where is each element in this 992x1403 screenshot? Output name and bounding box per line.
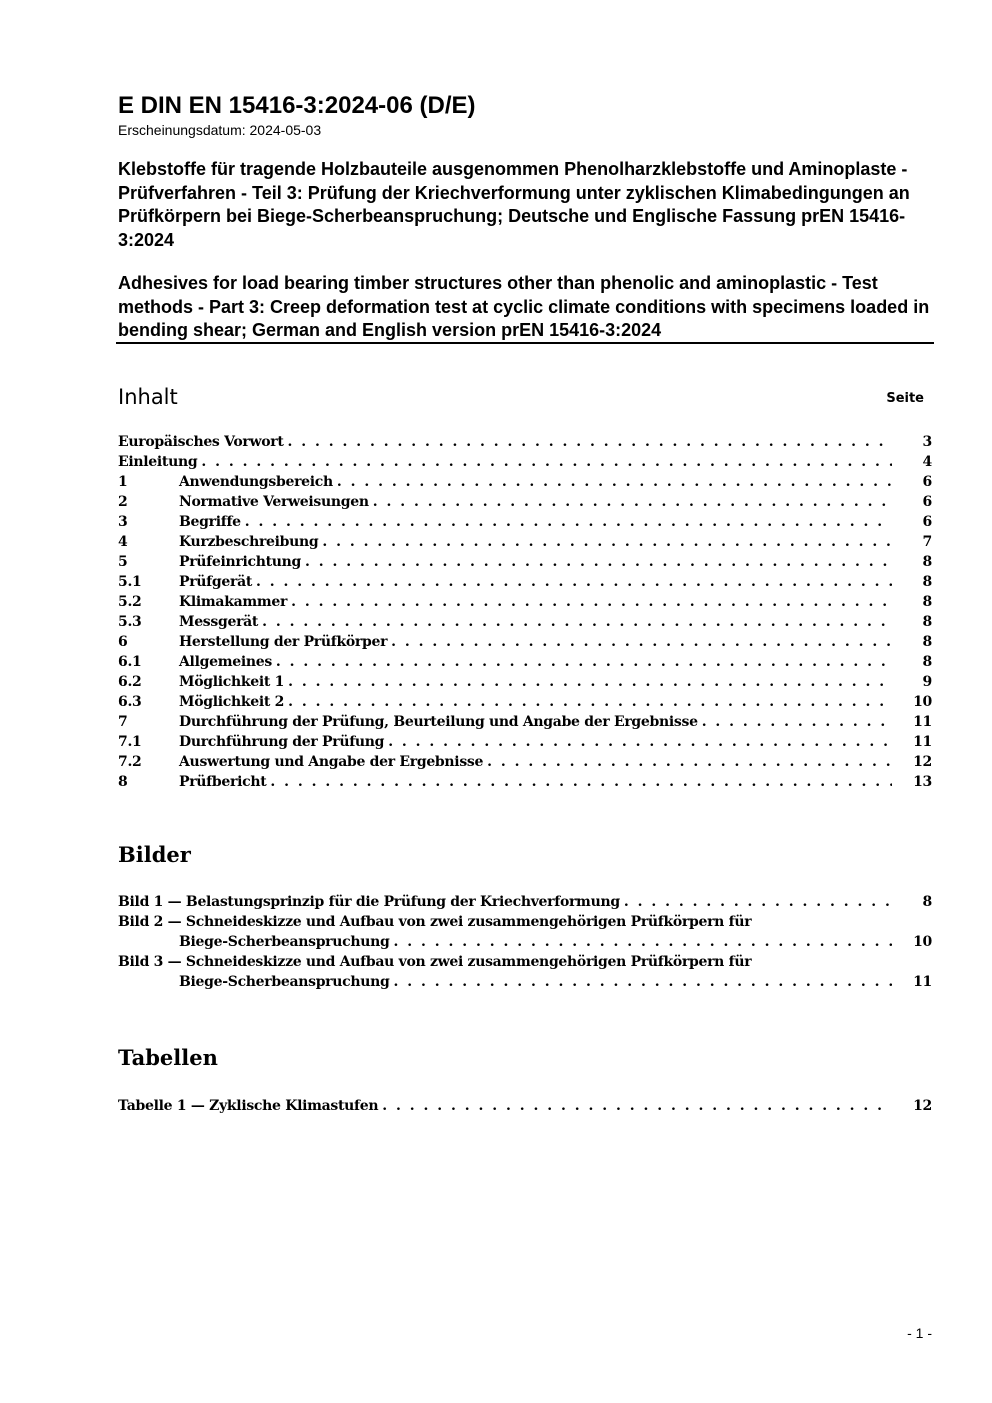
toc-entry[interactable]	[118, 632, 932, 652]
dot-leader	[256, 572, 892, 592]
toc-entry-page: 3	[922, 434, 932, 450]
dot-leader	[391, 632, 892, 652]
toc-entry-title: Begriffe	[179, 514, 241, 530]
toc-entry-page: 11	[913, 714, 932, 730]
toc-entry-number: 7.2	[118, 754, 142, 770]
tables-heading: Tabellen	[118, 1045, 218, 1070]
toc-entry-number: 7	[118, 714, 128, 730]
toc-entry[interactable]	[118, 492, 932, 512]
figure-entry-title: Bild 1 — Belastungsprinzip für die Prüfung der Kriechverformung	[118, 894, 620, 910]
toc-entry[interactable]	[118, 472, 932, 492]
dot-leader	[305, 552, 892, 572]
toc-entry-page: 8	[922, 594, 932, 610]
dot-leader	[702, 712, 892, 732]
toc-entry-page: 8	[922, 614, 932, 630]
dot-leader	[245, 512, 892, 532]
toc-entry[interactable]	[118, 652, 932, 672]
toc-entry-number: 3	[118, 514, 128, 530]
toc-entry-title: Durchführung der Prüfung	[179, 734, 385, 750]
toc-entry-number: 5.3	[118, 614, 142, 630]
toc-entry-page: 12	[913, 754, 932, 770]
dot-leader	[388, 732, 892, 752]
toc-entry[interactable]	[118, 512, 932, 532]
toc-entry-page: 10	[913, 694, 932, 710]
toc-entry-number: 5.2	[118, 594, 142, 610]
toc-entry-number: 5.1	[118, 574, 142, 590]
toc-entry-title: Europäisches Vorwort	[118, 434, 284, 450]
dot-leader	[201, 452, 892, 472]
toc-entry-number: 6.3	[118, 694, 142, 710]
table-entry[interactable]	[118, 1096, 932, 1116]
toc-entry-title: Auswertung und Angabe der Ergebnisse	[179, 754, 484, 770]
toc-entry-page: 6	[922, 474, 932, 490]
toc-entry[interactable]	[118, 772, 932, 792]
toc-entry-title: Messgerät	[179, 614, 259, 630]
toc-entry[interactable]	[118, 672, 932, 692]
dot-leader	[270, 772, 892, 792]
toc-entry-number: 5	[118, 554, 128, 570]
toc-entry-number: 6.2	[118, 674, 142, 690]
title-underline	[116, 342, 934, 344]
toc-entry[interactable]	[118, 552, 932, 572]
dot-leader	[291, 592, 892, 612]
toc-entry-page: 4	[922, 454, 932, 470]
toc-entry[interactable]	[118, 732, 932, 752]
toc-entry-page: 11	[913, 734, 932, 750]
dot-leader	[382, 1096, 892, 1116]
toc-entry-title: Möglichkeit 2	[179, 694, 285, 710]
figure-entry-continuation: Biege-Scherbeanspruchung	[179, 934, 390, 950]
toc-entry[interactable]	[118, 572, 932, 592]
figure-entry-page: 11	[913, 974, 932, 990]
toc-entry[interactable]	[118, 692, 932, 712]
contents-heading: Inhalt	[118, 385, 178, 409]
toc-entry-number: 7.1	[118, 734, 142, 750]
document-designation: E DIN EN 15416-3:2024-06 (D/E)	[118, 92, 476, 119]
publication-date: Erscheinungsdatum: 2024-05-03	[118, 122, 322, 138]
table-entry-title: Tabelle 1 — Zyklische Klimastufen	[118, 1098, 379, 1114]
dot-leader	[288, 432, 892, 452]
toc-entry-title: Prüfgerät	[179, 574, 253, 590]
dot-leader	[487, 752, 892, 772]
toc-entry[interactable]	[118, 532, 932, 552]
figure-entry[interactable]	[118, 932, 932, 952]
toc-entry-page: 7	[922, 534, 932, 550]
toc-entry-title: Allgemeines	[179, 654, 272, 670]
figure-entry[interactable]	[118, 892, 932, 912]
dot-leader	[624, 892, 892, 912]
toc-entry-title: Herstellung der Prüfkörper	[179, 634, 388, 650]
toc-entry-number: 4	[118, 534, 128, 550]
figure-entry-continuation: Biege-Scherbeanspruchung	[179, 974, 390, 990]
toc-entry-number: 8	[118, 774, 128, 790]
dot-leader	[288, 672, 892, 692]
title-german: Klebstoffe für tragende Holzbauteile ausgenommen Phenolharzklebstoffe und Aminoplaste - Prüfverfahren - Teil 3: Prüfung der Kriechverformung unter zyklischen Klimabedingungen an Prüfkörpern bei Biege-Scherbeanspruchung; Deutsche und Englische Fassung prEN 15416-3:2024	[118, 159, 910, 250]
page-column-label: Seite	[886, 391, 924, 406]
toc-entry-title: Durchführung der Prüfung, Beurteilung und Angabe der Ergebnisse	[179, 714, 698, 730]
title-block	[118, 158, 934, 340]
toc-entry-number: 6	[118, 634, 128, 650]
toc-entry-title: Normative Verweisungen	[179, 494, 369, 510]
toc-entry[interactable]	[118, 612, 932, 632]
table-of-contents	[118, 432, 932, 792]
toc-entry-title: Einleitung	[118, 454, 198, 470]
dot-leader	[288, 692, 892, 712]
figure-entry-line[interactable]: Bild 2 — Schneideskizze und Aufbau von zwei zusammengehörigen Prüfkörpern für	[118, 914, 752, 930]
dot-leader	[322, 532, 892, 552]
toc-entry-title: Möglichkeit 1	[179, 674, 285, 690]
title-english: Adhesives for load bearing timber structures other than phenolic and aminoplastic - Test methods - Part 3: Creep deformation test at cyclic climate conditions with specimens loaded in bending shear; German and English version prEN 15416-3:2024	[118, 273, 930, 340]
toc-entry-title: Kurzbeschreibung	[179, 534, 319, 550]
toc-entry[interactable]	[118, 592, 932, 612]
toc-entry-page: 13	[913, 774, 932, 790]
toc-entry-page: 8	[922, 634, 932, 650]
list-of-tables	[118, 1096, 932, 1116]
toc-entry-title: Prüfeinrichtung	[179, 554, 302, 570]
toc-entry-number: 6.1	[118, 654, 142, 670]
figure-entry-page: 10	[913, 934, 932, 950]
toc-entry-number: 2	[118, 494, 128, 510]
toc-entry-page: 8	[922, 574, 932, 590]
toc-entry-page: 8	[922, 654, 932, 670]
toc-entry-page: 6	[922, 494, 932, 510]
dot-leader	[393, 972, 892, 992]
toc-entry[interactable]	[118, 452, 932, 472]
toc-entry[interactable]	[118, 752, 932, 772]
toc-entry-page: 9	[922, 674, 932, 690]
toc-entry-title: Prüfbericht	[179, 774, 267, 790]
toc-entry[interactable]	[118, 432, 932, 452]
dot-leader	[262, 612, 892, 632]
figure-entry-line[interactable]: Bild 3 — Schneideskizze und Aufbau von zwei zusammengehörigen Prüfkörpern für	[118, 954, 752, 970]
list-of-figures	[118, 892, 932, 992]
dot-leader	[276, 652, 892, 672]
toc-entry-page: 6	[922, 514, 932, 530]
table-entry-page: 12	[913, 1098, 932, 1114]
toc-entry-page: 8	[922, 554, 932, 570]
dot-leader	[373, 492, 892, 512]
toc-entry-title: Klimakammer	[179, 594, 288, 610]
dot-leader	[337, 472, 892, 492]
figure-entry[interactable]	[118, 972, 932, 992]
figures-heading: Bilder	[118, 842, 191, 867]
page-number: - 1 -	[907, 1325, 932, 1341]
toc-entry-title: Anwendungsbereich	[179, 474, 333, 490]
dot-leader	[393, 932, 892, 952]
toc-entry-number: 1	[118, 474, 128, 490]
toc-entry[interactable]	[118, 712, 932, 732]
figure-entry-page: 8	[922, 894, 932, 910]
